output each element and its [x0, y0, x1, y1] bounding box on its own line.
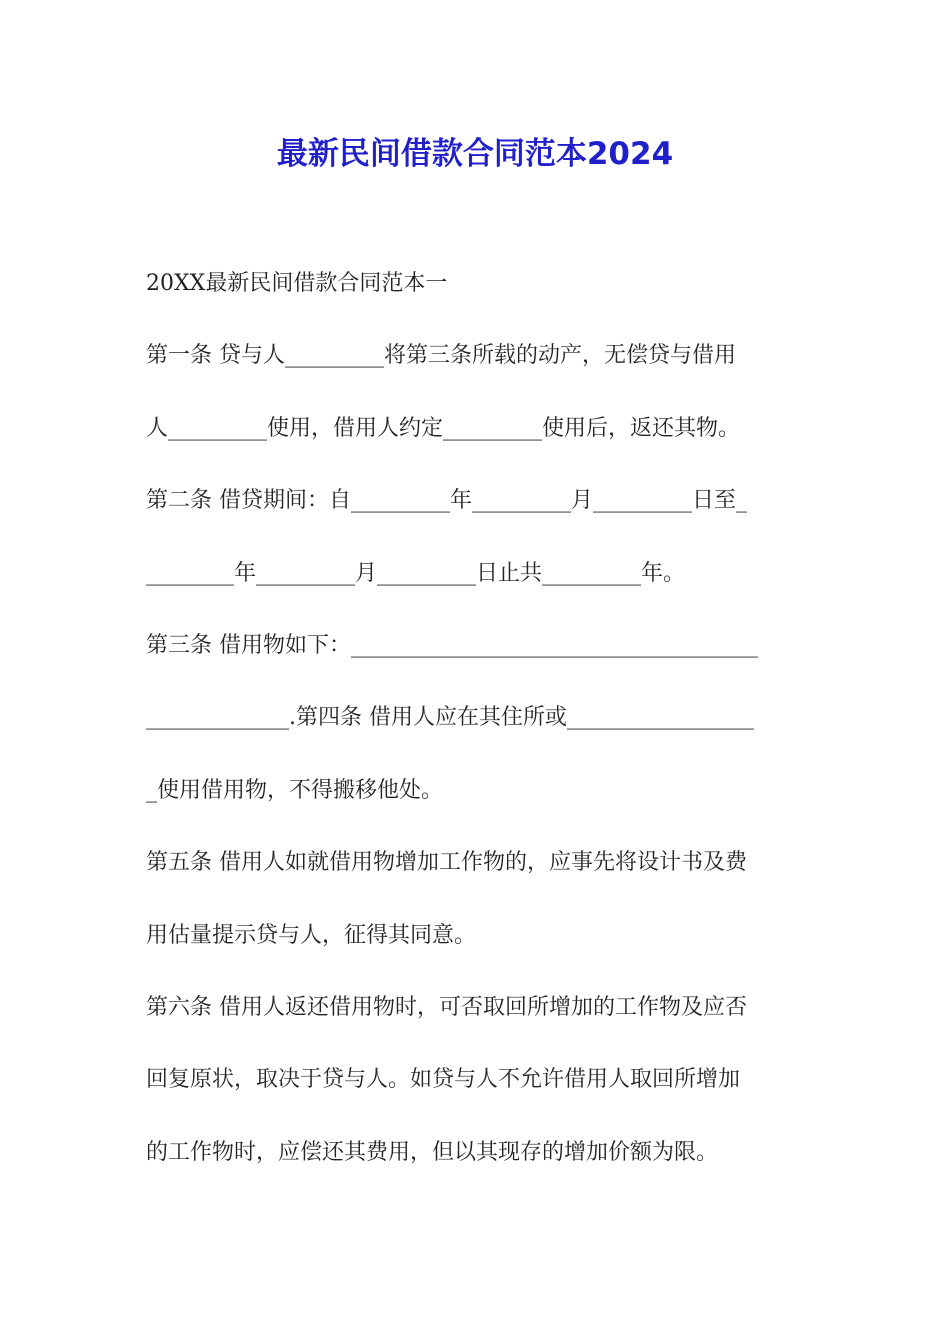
paragraph-line: _使用借用物，不得搬移他处。: [146, 777, 444, 803]
document-body: [146, 261, 806, 1202]
paragraph-line: 第二条 借贷期间：自_________年_________月_________日至_: [146, 488, 747, 514]
paragraph-line: 回复原状，取决于贷与人。如贷与人不允许借用人取回所增加: [146, 1067, 741, 1093]
paragraph-line: 第一条 贷与人_________将第三条所载的动产，无偿贷与借用: [146, 343, 736, 369]
document-title: 最新民间借款合同范本2024: [276, 136, 674, 172]
heading-line: 20XX最新民间借款合同范本一: [146, 271, 448, 296]
paragraph-line: 第三条 借用物如下：_____________________________________: [146, 632, 758, 658]
paragraph-line: ________年_________月_________日止共_________年。: [146, 560, 686, 586]
paragraph-line: 的工作物时，应偿还其费用，但以其现存的增加价额为限。: [146, 1139, 719, 1165]
paragraph-line: 用估量提示贷与人，征得其同意。: [146, 922, 477, 948]
paragraph-line: 第六条 借用人返还借用物时，可否取回所增加的工作物及应否: [146, 994, 747, 1020]
paragraph-line: 第五条 借用人如就借用物增加工作物的，应事先将设计书及费: [146, 850, 747, 876]
paragraph-line: _____________.第四条 借用人应在其住所或_________________: [146, 705, 754, 731]
paragraph-line: 人_________使用，借用人约定_________使用后，返还其物。: [146, 415, 741, 441]
